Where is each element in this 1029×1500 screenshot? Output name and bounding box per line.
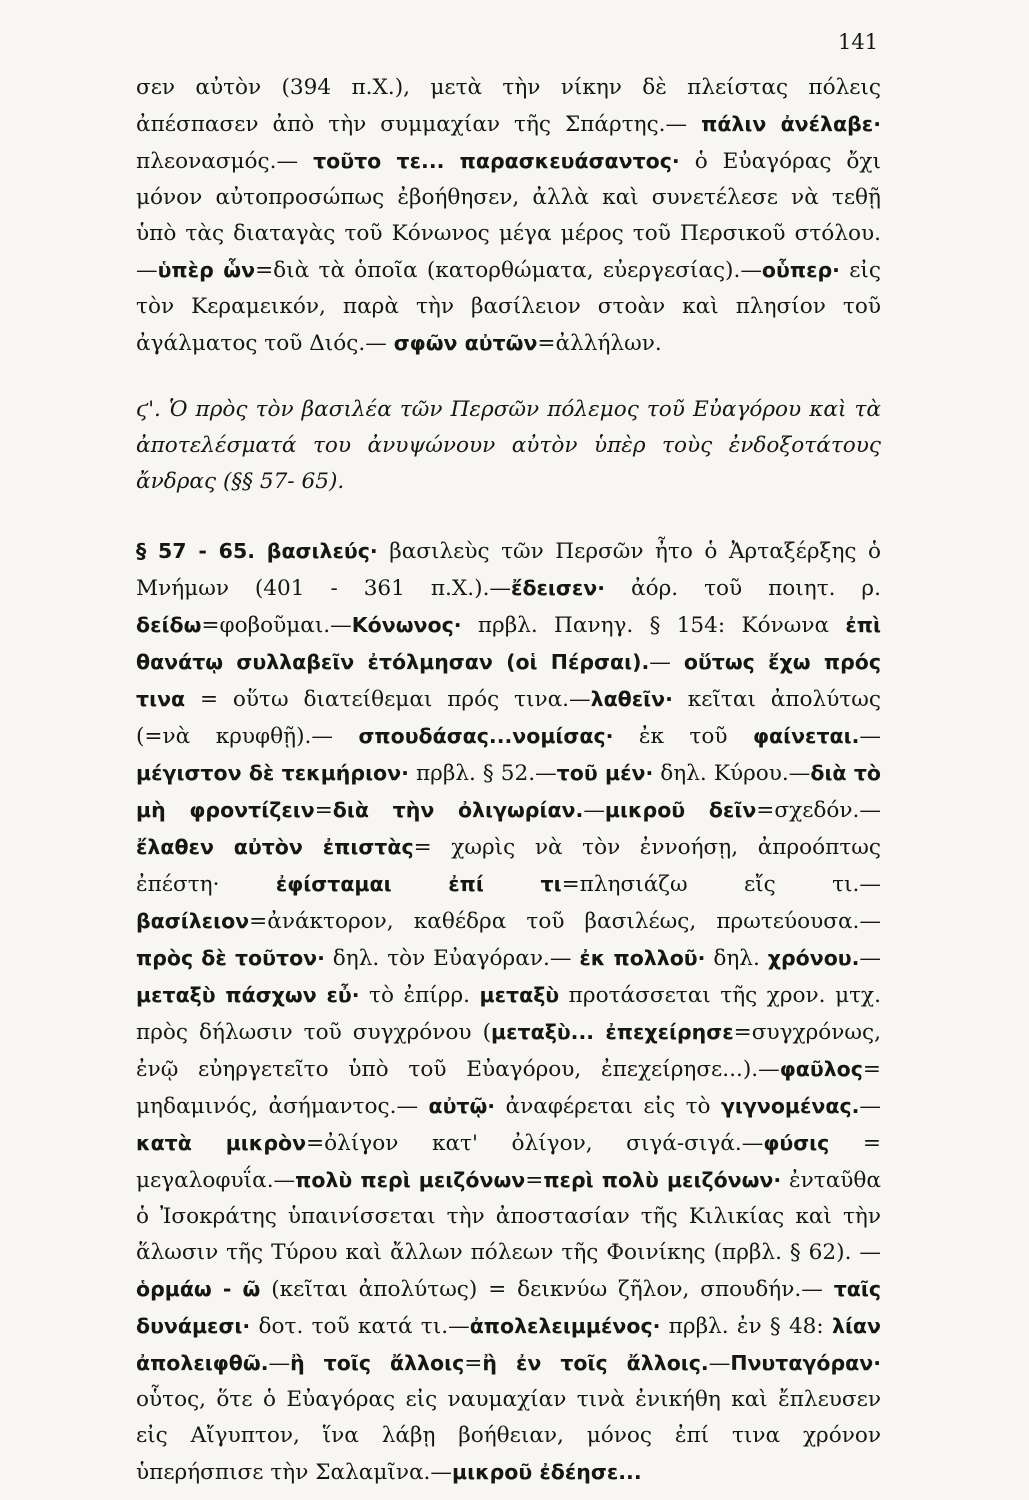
para2-lemma: § 57 - 65. [136,539,267,563]
para2-lemma: δείδω [136,613,202,637]
para2-gloss: — [859,946,882,971]
para2-lemma: χρόνου. [767,946,860,970]
para2-gloss: δηλ. [705,946,768,971]
para2-gloss: δηλ. τὸν Εὐαγόραν.— [324,946,580,971]
para2-lemma: ταῖς δυνάμεσι· [136,1277,881,1338]
para2-lemma: ἢ τοῖς ἄλλοις [290,1351,465,1375]
para1-lemma: τοῦτο τε... παρασκευάσαντος· [313,149,680,173]
para2-gloss: — [859,1094,881,1119]
para2-lemma: σπουδάσας...νομίσας· [358,724,614,748]
para2-gloss: — [708,1351,731,1376]
para2-lemma: ὁρμάω - ῶ [136,1277,261,1301]
para2-lemma: οὕτως ἔχω πρός τινα [136,650,881,711]
para1-gloss: εἰς τὸν Κεραμεικόν, παρὰ τὴν βασίλειον στοὰν καὶ πλησίον τοῦ ἀγάλματος τοῦ Διός.— [136,258,881,356]
para2-lemma: ἔδεισεν· [511,576,606,600]
para2-gloss: ἐνταῦθα ὁ Ἰσοκράτης ὑπαινίσσεται τὴν ἀποστασίαν τῆς Κιλικίας καὶ τὴν ἅλωσιν τῆς Τύρου καὶ ἄλλων πόλεων τῆς Φοινίκης (πρβλ. § 62). — [136,1168,881,1265]
para2-gloss: ἀναφέρεται εἰς τὸ [495,1094,721,1119]
para2-gloss: δοτ. τοῦ κατά τι.— [250,1314,470,1339]
para2-lemma: Πνυταγόραν· [730,1351,881,1375]
para2-gloss: κεῖται ἀπολύτως (=νὰ κρυφθῇ).— [136,687,881,749]
commentary-paragraph-1 [136,70,881,362]
para2-gloss: =συγχρόνως, ἐνῷ εὐηργετεῖτο ὑπὸ τοῦ Εὐαγόρου, ἐπεχείρησε...).— [136,1020,881,1082]
para2-gloss: — [583,798,605,823]
para1-gloss: σεν αὐτὸν (394 π.Χ.), μετὰ τὴν νίκην δὲ πλείστας πόλεις ἀπέσπασεν ἀπὸ τὴν συμμαχίαν τῆς Σπάρτης.— [136,75,881,137]
para2-lemma: φαίνεται. [752,724,860,748]
para2-lemma: ἐφίσταμαι ἐπί τι [275,872,562,896]
section-heading: ϛ'. Ὁ πρὸς τὸν βασιλέα τῶν Περσῶν πόλεμος τοῦ Εὐαγόρου καὶ τὰ ἀποτελέσματά του ἀνυψώνουν αὐτὸν ὑπὲρ τοὺς ἐνδοξοτάτους ἄνδρας (§§ 57- 65). [136,397,881,494]
para2-lemma: αὐτῷ· [428,1094,496,1118]
para2-gloss: ἀόρ. τοῦ ποιητ. ρ. [605,576,881,601]
para2-gloss: — [268,1351,291,1376]
para2-lemma: βασίλειον [136,909,250,933]
para2-lemma: πολὺ περὶ μειζόνων [295,1168,526,1192]
para2-lemma: βασιλεύς· [266,539,378,563]
para2-lemma: Κόνωνος· [351,613,462,637]
para2-gloss: =ὀλίγον κατ' ὀλίγον, σιγά-σιγά.— [306,1131,764,1156]
para2-lemma: μεταξὺ [479,983,560,1007]
para2-gloss: πρβλ. § 52.— [408,761,557,786]
para2-lemma: μεταξὺ πάσχων εὖ· [136,983,360,1007]
para2-gloss: πρβλ. Πανηγ. § 154: Κόνωνα [461,613,846,638]
para2-gloss: βασιλεὺς τῶν Περσῶν ἦτο ὁ Ἀρταξέρξης ὁ Μνήμων (401 - 361 π.Χ.).— [136,539,881,601]
para2-lemma: μικροῦ ἐδέησε... [452,1460,642,1484]
para2-gloss: δηλ. Κύρου.— [653,761,811,786]
para2-lemma: ἢ ἐν τοῖς ἄλλοις. [482,1351,709,1375]
para2-gloss: =φοβοῦμαι.— [201,613,352,638]
para1-lemma: σφῶν αὐτῶν [393,331,538,355]
para2-lemma: κατὰ μικρὸν [136,1131,307,1155]
para2-gloss: προτάσσεται τῆς χρον. μτχ. πρὸς δήλωσιν τοῦ συγχρόνου ( [136,983,881,1045]
para2-lemma: διὰ τὴν ὀλιγωρίαν. [332,798,584,822]
para1-gloss: =διὰ τὰ ὁποῖα (κατορθώματα, εὐεργεσίας).— [255,258,762,283]
para2-lemma: λαθεῖν· [590,687,673,711]
para1-gloss: πλεονασμός.— [136,149,314,174]
para2-gloss: = μηδαμινός, ἀσήμαντος.— [136,1057,881,1119]
para2-lemma: μεταξὺ... ἐπεχείρησε [491,1020,734,1044]
para1-lemma: πάλιν ἀνέλαβε· [701,112,881,136]
para2-gloss: =πλησιάζω εἴς τι.— [561,872,881,897]
para2-gloss: = [525,1168,544,1193]
para2-gloss: — [859,724,881,749]
text-block [136,70,881,1491]
para1-lemma: ὑπὲρ ὧν [157,258,256,282]
para2-gloss: = μεγαλοφυΐα.— [136,1131,881,1193]
para2-gloss: = [464,1351,483,1376]
para2-lemma: ἀπολελειμμένος· [469,1314,661,1338]
para2-lemma: διὰ τὸ μὴ φροντίζειν [136,761,881,822]
para1-lemma: οὗπερ· [761,258,840,282]
page-number: 141 [838,30,879,54]
para1-gloss: ὁ Εὐαγόρας ὄχι μόνον αὐτοπροσώπως ἐβοήθησεν, ἀλλὰ καὶ συνετέλεσε νὰ τεθῇ ὑπὸ τὰς διαταγὰς τοῦ Κόνωνος μέγα μέρος τοῦ Περσικοῦ στόλου.— [136,149,881,283]
para2-lemma: περὶ πολὺ μειζόνων· [543,1168,782,1192]
para2-lemma: λίαν ἀπολειφθῶ. [136,1314,881,1375]
para2-lemma: μέγιστον δὲ τεκμήριον· [136,761,409,785]
para2-gloss: = [314,798,333,823]
para2-lemma: ἐκ πολλοῦ· [579,946,706,970]
para2-gloss: (κεῖται ἀπολύτως) = δεικνύω ζῆλον, σπουδήν.— [260,1277,834,1302]
para2-gloss: — [649,650,684,675]
para2-lemma: μικροῦ δεῖν [604,798,757,822]
para2-lemma: ἔλαθεν αὐτὸν ἐπιστὰς [136,835,414,859]
commentary-paragraph-2 [136,533,881,1491]
para2-gloss: οὗτος, ὅτε ὁ Εὐαγόρας εἰς ναυμαχίαν τινὰ ἐνικήθη καὶ ἔπλευσεν εἰς Αἴγυπτον, ἵνα λάβῃ βοήθειαν, μόνος ἐπί τινα χρόνον ὑπερήσπισε τὴν Σαλαμῖνα.— [136,1387,881,1485]
para2-lemma: γιγνομένας. [720,1094,860,1118]
para2-lemma: πρὸς δὲ τοῦτον· [136,946,325,970]
para2-lemma: ἐπὶ θανάτῳ συλλαβεῖν ἐτόλμησαν (οἱ Πέρσαι). [136,613,881,674]
para2-lemma: φύσις [763,1131,830,1155]
para2-gloss: = χωρὶς νὰ τὸν ἐννοήσῃ, ἀπροόπτως ἐπέστη· [136,835,882,897]
para2-gloss: = οὕτω διατείθεμαι πρός τινα.— [185,687,591,712]
para2-gloss: τὸ ἐπίρρ. [359,983,480,1008]
para2-gloss: =ἀνάκτορον, καθέδρα τοῦ βασιλέως, πρωτεύουσα.— [249,909,881,934]
para1-gloss: =ἀλλήλων. [537,331,662,356]
para2-gloss: πρβλ. ἐν § 48: [660,1314,832,1339]
para2-gloss: =σχεδόν.— [756,798,881,823]
para2-gloss: ἐκ τοῦ [613,724,753,749]
para2-lemma: τοῦ μέν· [556,761,654,785]
para2-lemma: φαῦλος [779,1057,863,1081]
